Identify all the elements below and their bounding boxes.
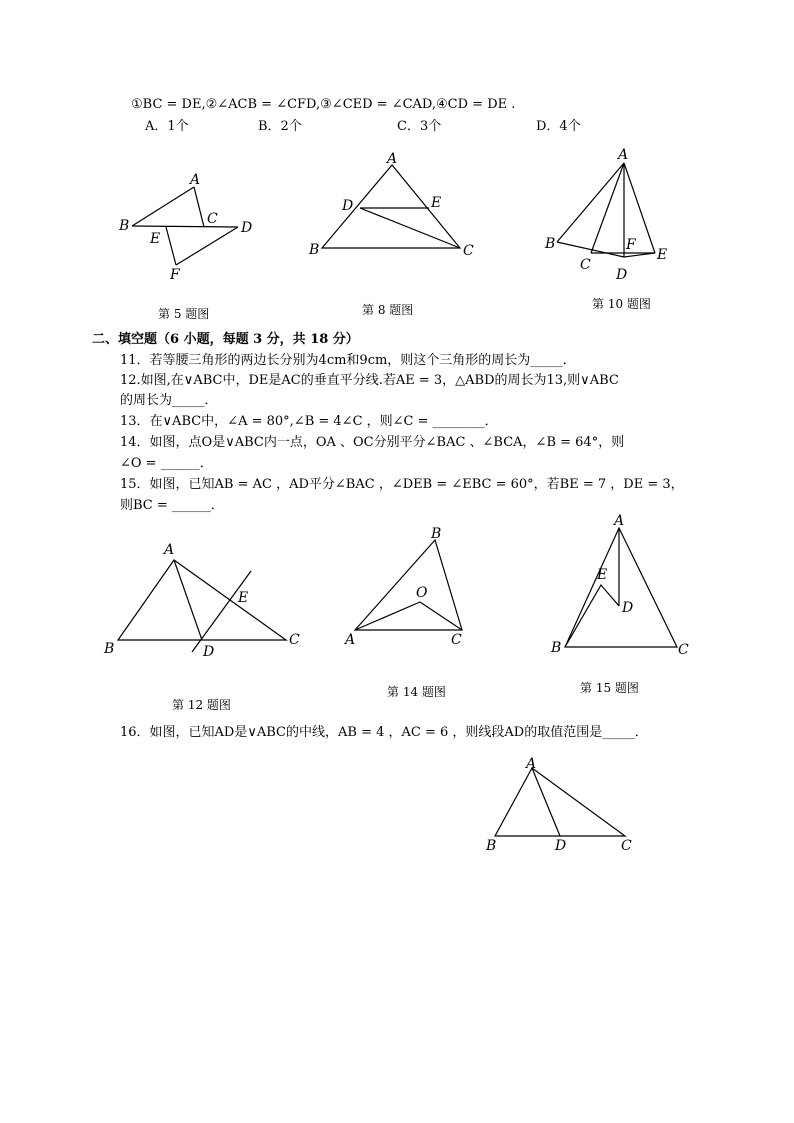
label-b: B — [104, 641, 115, 657]
triangle-abc — [355, 540, 462, 630]
label-b: B — [431, 526, 442, 542]
label-a: A — [190, 172, 201, 188]
segment-bd — [132, 226, 238, 227]
label-e: E — [150, 231, 161, 247]
label-c: C — [289, 632, 300, 648]
segment-ef — [166, 227, 176, 265]
triangle-abc — [565, 528, 677, 647]
question-16: 16．如图，已知AD是∨ABC的中线，AB = 4 ，AC = 6 ，则线段AD的取值范围是_____． — [120, 725, 648, 740]
label-f: F — [626, 237, 636, 253]
label-a: A — [164, 542, 175, 558]
label-f: F — [170, 267, 180, 283]
label-e: E — [238, 590, 249, 606]
label-d: D — [342, 198, 354, 214]
figure-8 — [300, 145, 490, 270]
figure-14-caption: 第 14 题图 — [387, 685, 446, 699]
label-c: C — [580, 257, 591, 273]
figure-8-caption: 第 8 题图 — [362, 303, 414, 317]
label-d: D — [555, 838, 567, 854]
figure-14 — [340, 520, 480, 650]
label-c: C — [678, 642, 689, 658]
label-a: A — [345, 632, 356, 648]
q10-option-c: C．3个 — [397, 119, 442, 134]
question-14-line-2: ∠O = ______． — [120, 456, 213, 471]
q10-conditions: ①BC = DE,②∠ACB = ∠CFD,③∠CED = ∠CAD,④CD = DE . — [131, 97, 516, 112]
label-b: B — [486, 838, 497, 854]
figure-5 — [110, 165, 260, 290]
label-d: D — [203, 644, 215, 660]
label-a: A — [614, 513, 625, 529]
segment-ba — [132, 187, 194, 226]
question-11: 11．若等腰三角形的两边长分别为4cm和9cm，则这个三角形的周长为_____． — [120, 353, 576, 368]
question-12-line-1: 12.如图,在∨ABC中，DE是AC的垂直平分线.若AE = 3，△ABD的周长为13,则∨ABC — [120, 373, 619, 388]
question-15-line-2: 则BC = ______． — [120, 498, 224, 513]
q10-option-b: B．2个 — [258, 119, 302, 134]
label-e: E — [431, 195, 442, 211]
label-b: B — [545, 236, 556, 252]
question-15-line-1: 15．如图，已知AB = AC ，AD平分∠BAC ，∠DEB = ∠EBC = 60°，若BE = 7 ，DE = 3， — [120, 477, 684, 492]
figure-15-caption: 第 15 题图 — [580, 681, 639, 695]
question-14-line-1: 14．如图，点O是∨ABC内一点，OA 、OC分别平分∠BAC 、∠BCA，∠B = 64°，则 — [120, 435, 625, 450]
q10-option-d: D．4个 — [536, 119, 581, 134]
segment-de — [624, 253, 655, 257]
segment-ac — [591, 163, 624, 253]
label-c: C — [451, 632, 462, 648]
label-e: E — [597, 567, 608, 583]
label-c: C — [463, 243, 474, 259]
figure-16 — [480, 750, 640, 860]
segment-fd — [176, 227, 238, 265]
figure-12 — [100, 540, 310, 665]
label-d: D — [241, 220, 253, 236]
label-d: D — [616, 267, 628, 283]
segment-ad — [174, 560, 202, 640]
question-13: 13．在∨ABC中，∠A = 80°,∠B = 4∠C ，则∠C = ________． — [120, 414, 498, 429]
triangle-abc — [118, 560, 286, 640]
label-o: O — [416, 585, 428, 601]
segment-dc — [360, 208, 460, 248]
segment-ab — [557, 163, 624, 242]
segments-be-ed — [565, 585, 619, 647]
segment-bd — [557, 242, 624, 257]
label-a: A — [526, 756, 537, 772]
figure-12-caption: 第 12 题图 — [172, 698, 231, 712]
segment-ac — [194, 187, 204, 227]
label-b: B — [309, 242, 320, 258]
question-12-line-2: 的周长为_____． — [120, 393, 218, 408]
label-a: A — [618, 147, 629, 163]
figure-5-caption: 第 5 题图 — [158, 307, 210, 321]
section-heading: 二、填空题（6 小题，每题 3 分，共 18 分） — [92, 332, 359, 347]
label-d: D — [622, 600, 634, 616]
figure-15 — [545, 510, 695, 660]
segments-ao-oc — [355, 602, 462, 630]
triangle-abc — [495, 768, 625, 836]
label-e: E — [657, 247, 668, 263]
figure-10-caption: 第 10 题图 — [592, 297, 651, 311]
q10-option-a: A．1个 — [145, 119, 189, 134]
figure-10 — [540, 145, 680, 290]
label-b: B — [119, 218, 130, 234]
label-c: C — [207, 211, 218, 227]
label-a: A — [387, 151, 398, 167]
label-b: B — [551, 640, 562, 656]
label-c: C — [621, 838, 632, 854]
